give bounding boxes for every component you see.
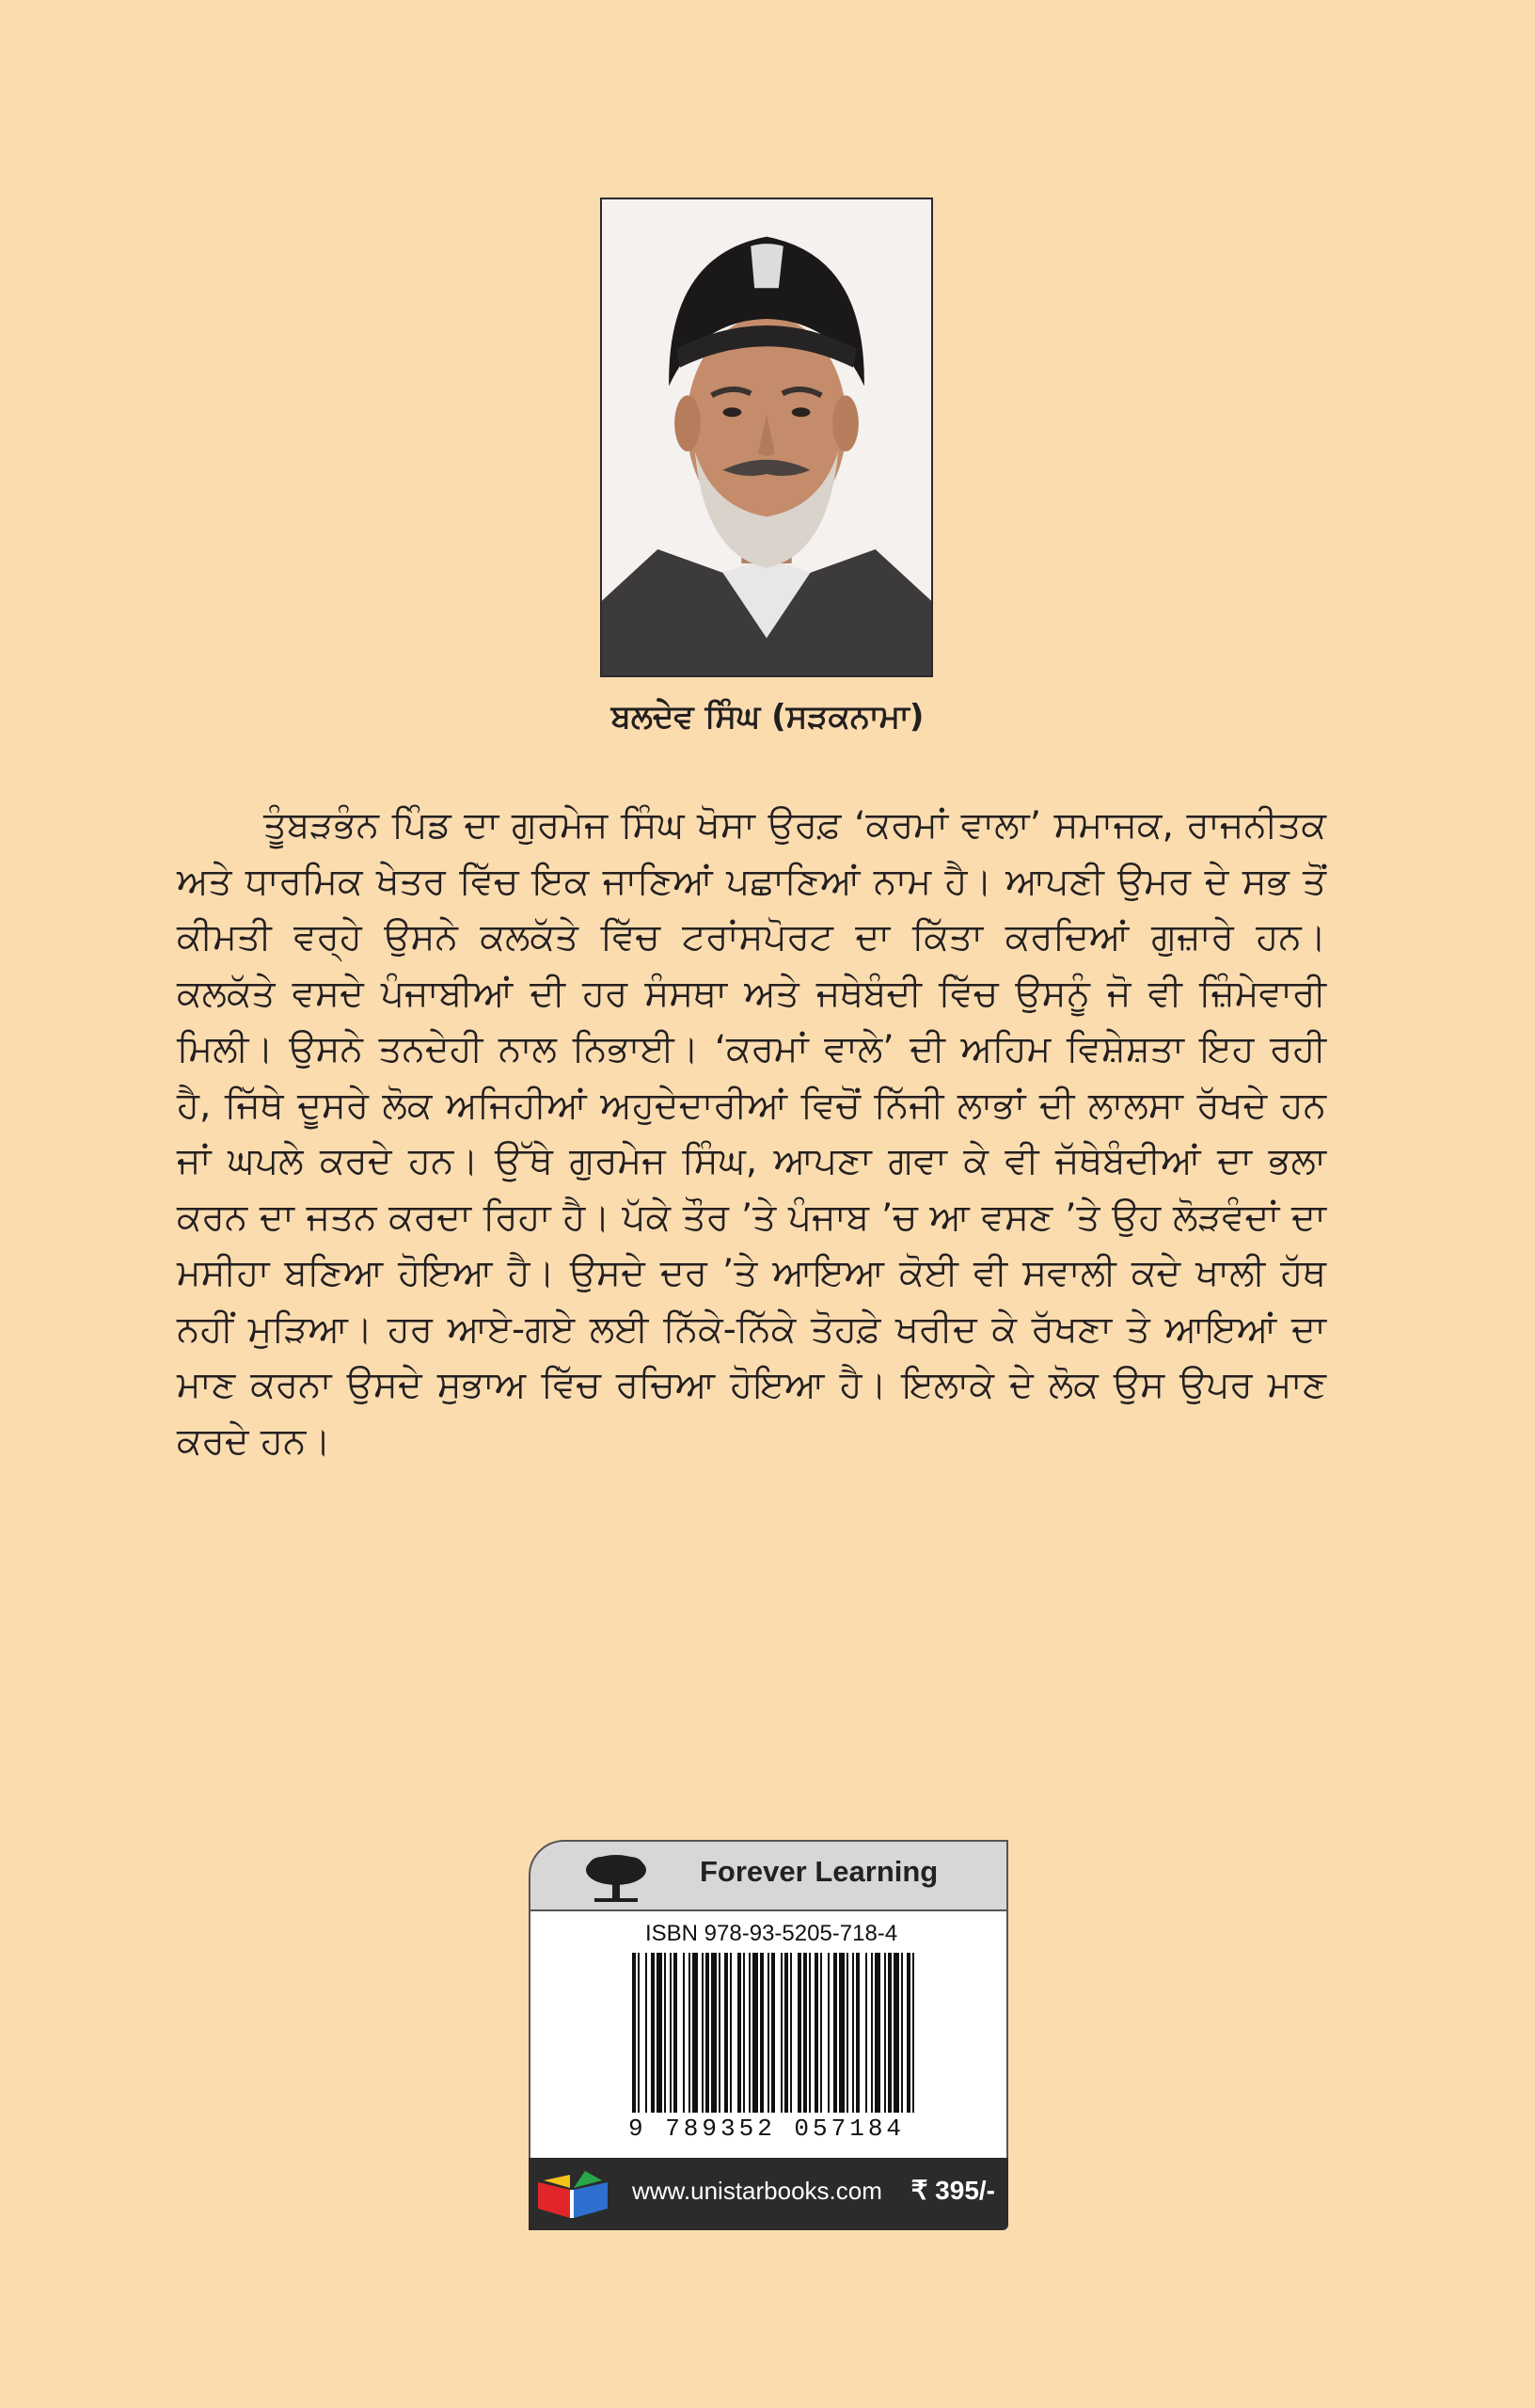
author-portrait-image — [602, 199, 931, 675]
tree-icon — [583, 1849, 649, 1906]
author-photo — [600, 198, 933, 677]
back-cover-blurb — [177, 798, 1326, 1469]
publisher-header — [529, 1840, 1008, 1911]
author-name: ਬਲਦੇਵ ਸਿੰਘ (ਸੜਕਨਾਮਾ) — [610, 698, 925, 736]
book-price: ₹ 395/- — [910, 2176, 995, 2205]
isbn-label: ISBN 978-93-5205-718-4 — [645, 1921, 898, 1946]
isbn-barcode-area — [529, 1911, 1008, 2158]
publisher-website: www.unistarbooks.com — [632, 2177, 882, 2205]
blurb-paragraph: ਤੂੰਬੜਭੰਨ ਪਿੰਡ ਦਾ ਗੁਰਮੇਜ ਸਿੰਘ ਖੋਸਾ ਉਰਫ਼ ‘ਕਰਮਾਂ ਵਾਲਾ’ ਸਮਾਜਕ, ਰਾਜਨੀਤਕ ਅਤੇ ਧਾਰਮਿਕ ਖੇਤਰ ਵਿੱਚ ਇਕ ਜਾਣਿਆਂ ਪਛਾਣਿਆਂ ਨਾਮ ਹੈ। ਆਪਣੀ ਉਮਰ ਦੇ ਸਭ ਤੋਂ ਕੀਮਤੀ ਵਰ੍ਹੇ ਉਸਨੇ ਕਲਕੱਤੇ ਵਿੱਚ ਟਰਾਂਸਪੋਰਟ ਦਾ ਕਿੱਤਾ ਕਰਦਿਆਂ ਗੁਜ਼ਾਰੇ ਹਨ। ਕਲਕੱਤੇ ਵਸਦੇ ਪੰਜਾਬੀਆਂ ਦੀ ਹਰ ਸੰਸਥਾ ਅਤੇ ਜਥੇਬੰਦੀ ਵਿੱਚ ਉਸਨੂੰ ਜੋ ਵੀ ਜ਼ਿੰਮੇਵਾਰੀ ਮਿਲੀ। ਉਸਨੇ ਤਨਦੇਹੀ ਨਾਲ ਨਿਭਾਈ। ‘ਕਰਮਾਂ ਵਾਲੇ’ ਦੀ ਅਹਿਮ ਵਿਸ਼ੇਸ਼ਤਾ ਇਹ ਰਹੀ ਹੈ, ਜਿੱਥੇ ਦੂਸਰੇ ਲੋਕ ਅਜਿਹੀਆਂ ਅਹੁਦੇਦਾਰੀਆਂ ਵਿਚੋਂ ਨਿੱਜੀ ਲਾਭਾਂ ਦੀ ਲਾਲਸਾ ਰੱਖਦੇ ਹਨ ਜਾਂ ਘਪਲੇ ਕਰਦੇ ਹਨ। ਉੱਥੇ ਗੁਰਮੇਜ ਸਿੰਘ, ਆਪਣਾ ਗਵਾ ਕੇ ਵੀ ਜੱਥੇਬੰਦੀਆਂ ਦਾ ਭਲਾ ਕਰਨ ਦਾ ਜਤਨ ਕਰਦਾ ਰਿਹਾ ਹੈ। ਪੱਕੇ ਤੌਰ ’ਤੇ ਪੰਜਾਬ ’ਚ ਆ ਵਸਣ ’ਤੇ ਉਹ ਲੋੜਵੰਦਾਂ ਦਾ ਮਸੀਹਾ ਬਣਿਆ ਹੋਇਆ ਹੈ। ਉਸਦੇ ਦਰ ’ਤੇ ਆਇਆ ਕੋਈ ਵੀ ਸਵਾਲੀ ਕਦੇ ਖਾਲੀ ਹੱਥ ਨਹੀਂ ਮੁੜਿਆ। ਹਰ ਆਏ-ਗਏ ਲਈ ਨਿੱਕੇ-ਨਿੱਕੇ ਤੋਹਫ਼ੇ ਖਰੀਦ ਕੇ ਰੱਖਣਾ ਤੇ ਆਇਆਂ ਦਾ ਮਾਣ ਕਰਨਾ ਉਸਦੇ ਸੁਭਾਅ ਵਿੱਚ ਰਚਿਆ ਹੋਇਆ ਹੈ। ਇਲਾਕੇ ਦੇ ਲੋਕ ਉਸ ਉਪਰ ਮਾਣ ਕਰਦੇ ਹਨ। — [177, 804, 1326, 1463]
barcode-digits: 9 789352 057184 — [628, 2115, 906, 2143]
barcode-icon — [628, 1953, 920, 2113]
publisher-footer — [529, 2158, 1008, 2230]
book-logo-icon — [532, 2167, 613, 2224]
publisher-panel — [529, 1840, 1008, 2230]
publisher-series-name: Forever Learning — [700, 1855, 939, 1888]
